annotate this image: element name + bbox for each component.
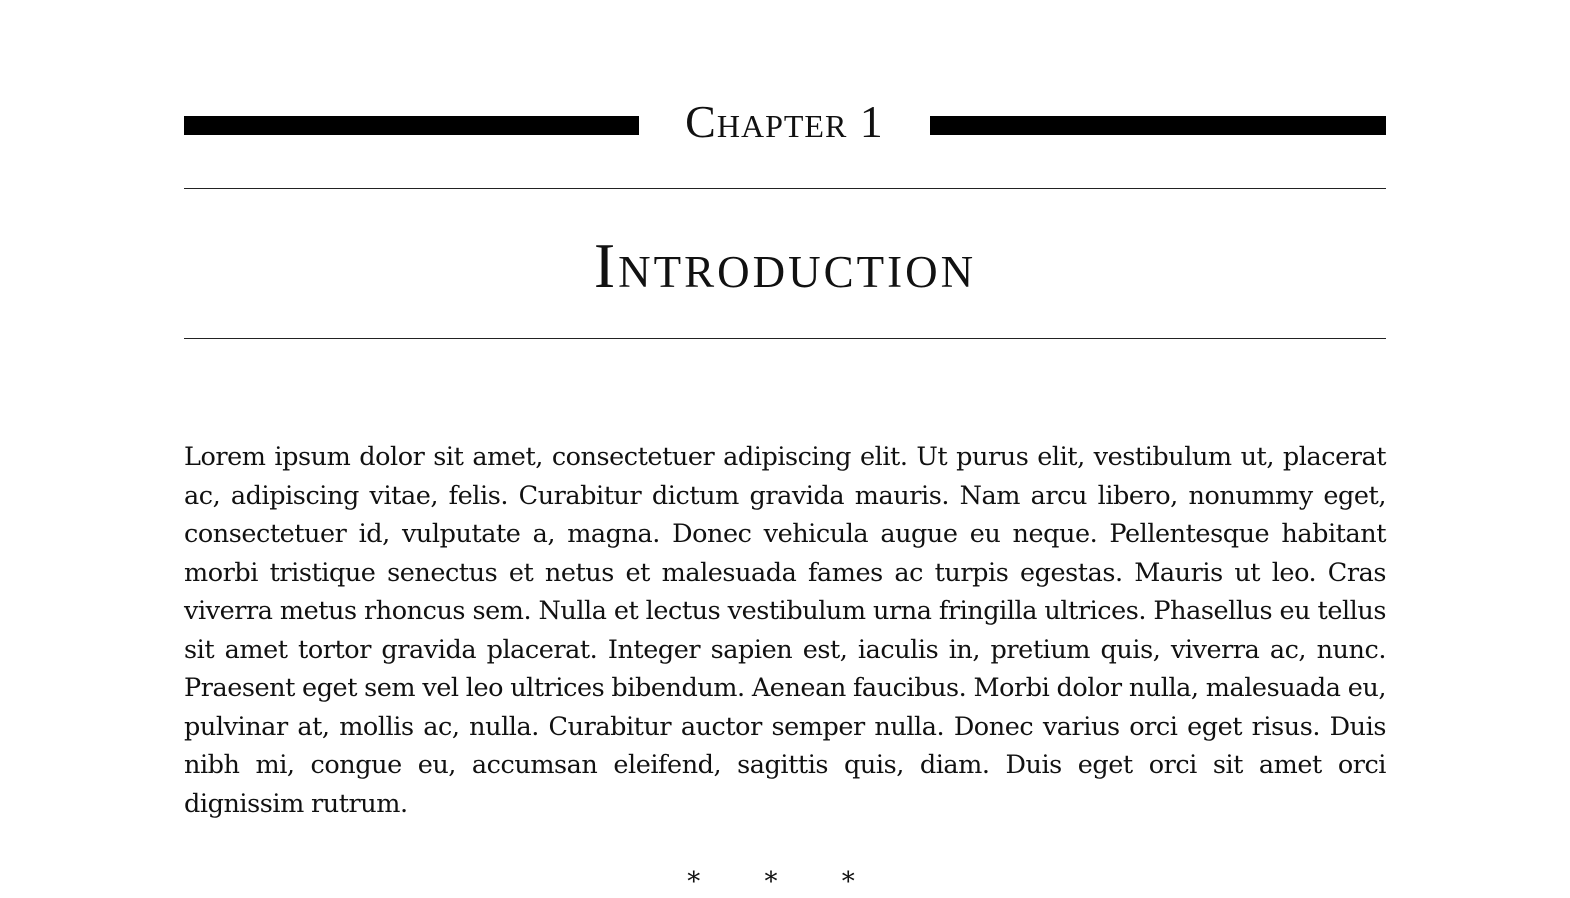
body-paragraph: Lorem ipsum dolor sit amet, consectetuer adipiscing elit. Ut purus elit, vestibulum ut, placerat ac, adipiscing vitae, felis. Curabitur dictum gravida mauris. Nam arcu libero, nonummy eget, consectetuer id, vulputate a, magna. Donec vehicula augue eu neque. Pellentesque habitant morbi tristique senectus et netus et malesuada fames ac turpis egestas. Mauris ut leo. Cras viverra metus rhoncus sem. Nulla et lectus vestibulum urna fringilla ultrices. Phasellus eu tellus sit amet tortor gravida placerat. Integer sapien est, iaculis in, pretium quis, viverra ac, nunc. Praesent eget sem vel leo ultrices bibendum. Aenean faucibus. Morbi dolor nulla, malesuada eu, pulvinar at, mollis ac, nulla. Curabitur auctor semper nulla. Donec varius orci eget risus. Duis nibh mi, congue eu, accumsan eleifend, sagittis quis, diam. Duis eget orci sit amet orci dignissim rutrum.	[184, 442, 1386, 819]
chapter-bar-right	[930, 116, 1386, 135]
chapter-number: Chapter 1	[685, 96, 884, 147]
chapter-title: Introduction	[593, 230, 977, 301]
section-break: * * *	[687, 867, 883, 897]
chapter-bar-left	[184, 116, 639, 135]
title-rule-top	[184, 188, 1386, 189]
title-rule-bottom	[184, 338, 1386, 339]
document-page	[184, 0, 1386, 898]
chapter-heading-row	[184, 96, 1386, 152]
